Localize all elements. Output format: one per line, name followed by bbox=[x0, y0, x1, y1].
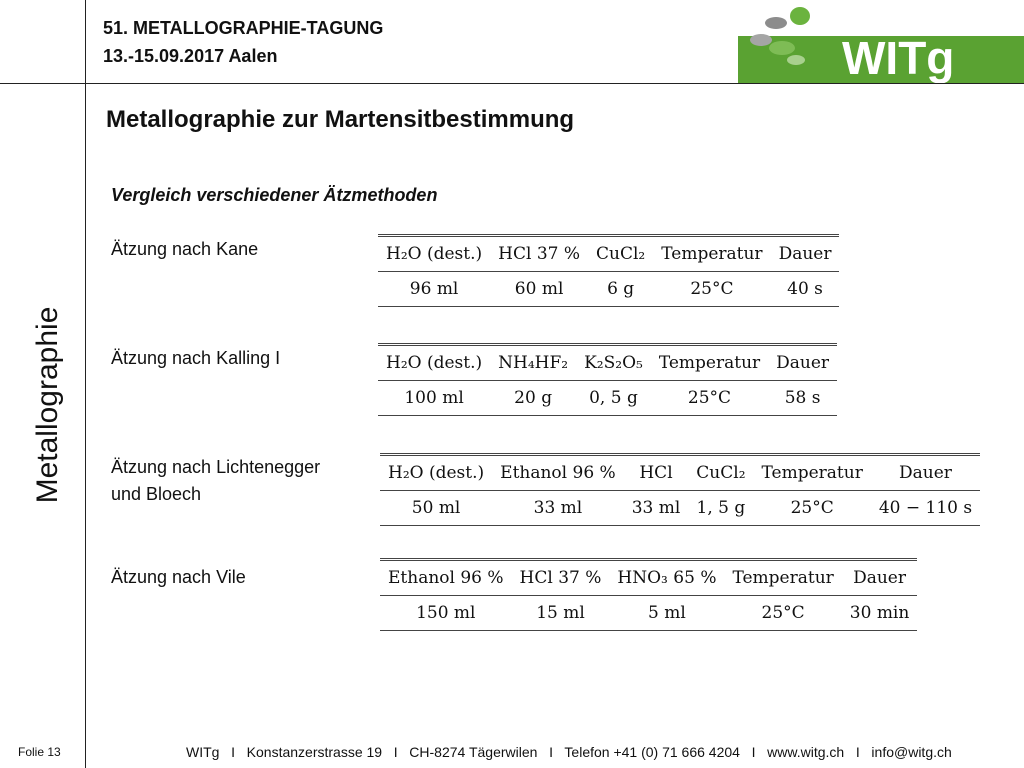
section-label-kane: Ätzung nach Kane bbox=[111, 239, 259, 259]
conference-date: 13.-15.09.2017 Aalen bbox=[103, 46, 278, 66]
header-cell: H₂O (dest.) bbox=[378, 236, 490, 272]
vertical-divider bbox=[85, 0, 86, 768]
section-label-kalling: Ätzung nach Kalling I bbox=[111, 348, 281, 368]
table-row bbox=[378, 272, 839, 307]
value-cell: 60 ml bbox=[514, 279, 564, 299]
header-cell: HCl 37 % bbox=[490, 236, 588, 272]
value-cell: 40 − 110 s bbox=[878, 498, 973, 518]
section-label-line: und Bloech bbox=[111, 484, 202, 504]
value-cell: 25°C bbox=[687, 388, 732, 408]
table-header-row bbox=[380, 560, 917, 596]
footer-contact: WITg I Konstanzerstrasse 19 I CH-8274 Tägerwilen I Telefon +41 (0) 71 666 4204 I www.witg.ch I info@witg.ch bbox=[186, 744, 952, 760]
value-cell: 58 s bbox=[784, 388, 821, 408]
value-cell: 40 s bbox=[787, 279, 823, 299]
logo-dot bbox=[765, 17, 787, 29]
value-cell: 150 ml bbox=[416, 603, 476, 623]
header-cell: Dauer bbox=[842, 560, 918, 596]
table-row bbox=[380, 596, 917, 631]
value-cell: 15 ml bbox=[536, 603, 585, 623]
header-cell: Dauer bbox=[871, 455, 980, 491]
etch-table-kalling bbox=[378, 343, 837, 416]
header-divider bbox=[0, 83, 1024, 84]
header-cell: Ethanol 96 % bbox=[492, 455, 624, 491]
side-title: Metallographie bbox=[31, 306, 64, 504]
table-row bbox=[378, 381, 837, 416]
header-cell: Ethanol 96 % bbox=[380, 560, 512, 596]
header-cell: Temperatur bbox=[651, 345, 768, 381]
value-cell: 96 ml bbox=[409, 279, 459, 299]
header-cell: Dauer bbox=[768, 345, 837, 381]
value-cell: 1, 5 g bbox=[696, 498, 746, 518]
conference-header bbox=[103, 14, 383, 70]
slide-number: Folie 13 bbox=[18, 745, 61, 759]
header-cell: CuCl₂ bbox=[688, 455, 753, 491]
header-cell: Temperatur bbox=[653, 236, 770, 272]
header-cell: H₂O (dest.) bbox=[378, 345, 490, 381]
header-cell: CuCl₂ bbox=[588, 236, 653, 272]
section-label-vile: Ätzung nach Vile bbox=[111, 567, 246, 587]
page-subtitle: Vergleich verschiedener Ätzmethoden bbox=[111, 185, 438, 205]
header-cell: HCl bbox=[624, 455, 689, 491]
section-label-lichtenegger bbox=[111, 454, 320, 508]
header-cell: H₂O (dest.) bbox=[380, 455, 492, 491]
value-cell: 5 ml bbox=[648, 603, 686, 623]
logo-dot bbox=[769, 41, 795, 55]
logo-dot bbox=[750, 34, 772, 46]
value-cell: 0, 5 g bbox=[589, 388, 638, 408]
logo-dot bbox=[787, 55, 805, 65]
header-cell: NH₄HF₂ bbox=[490, 345, 576, 381]
value-cell: 33 ml bbox=[631, 498, 681, 518]
value-cell: 30 min bbox=[849, 603, 910, 623]
value-cell: 25°C bbox=[790, 498, 834, 518]
value-cell: 6 g bbox=[607, 279, 635, 299]
header-cell: HCl 37 % bbox=[512, 560, 610, 596]
etch-table-lichtenegger bbox=[380, 453, 980, 526]
header-cell: HNO₃ 65 % bbox=[609, 560, 724, 596]
etch-table-kane bbox=[378, 234, 839, 307]
header-cell: Temperatur bbox=[724, 560, 841, 596]
value-cell: 25°C bbox=[690, 279, 734, 299]
value-cell: 100 ml bbox=[404, 388, 464, 408]
etch-table-vile bbox=[380, 558, 917, 631]
table-header-row bbox=[380, 455, 980, 491]
section-label-line: Ätzung nach Lichtenegger bbox=[111, 457, 321, 477]
value-cell: 25°C bbox=[761, 603, 805, 623]
header-cell: Dauer bbox=[771, 236, 840, 272]
conference-name: 51. METALLOGRAPHIE-TAGUNG bbox=[103, 18, 384, 38]
logo-text: WITg bbox=[842, 32, 955, 83]
table-header-row bbox=[378, 236, 839, 272]
value-cell: 33 ml bbox=[533, 498, 583, 518]
header-cell: K₂S₂O₅ bbox=[576, 345, 651, 381]
witg-logo bbox=[738, 0, 1024, 83]
logo-dot bbox=[790, 7, 810, 25]
header-cell: Temperatur bbox=[754, 455, 871, 491]
value-cell: 20 g bbox=[514, 388, 553, 408]
table-row bbox=[380, 491, 980, 526]
table-header-row bbox=[378, 345, 837, 381]
page-title: Metallographie zur Martensitbestimmung bbox=[106, 106, 575, 133]
value-cell: 50 ml bbox=[411, 498, 461, 518]
